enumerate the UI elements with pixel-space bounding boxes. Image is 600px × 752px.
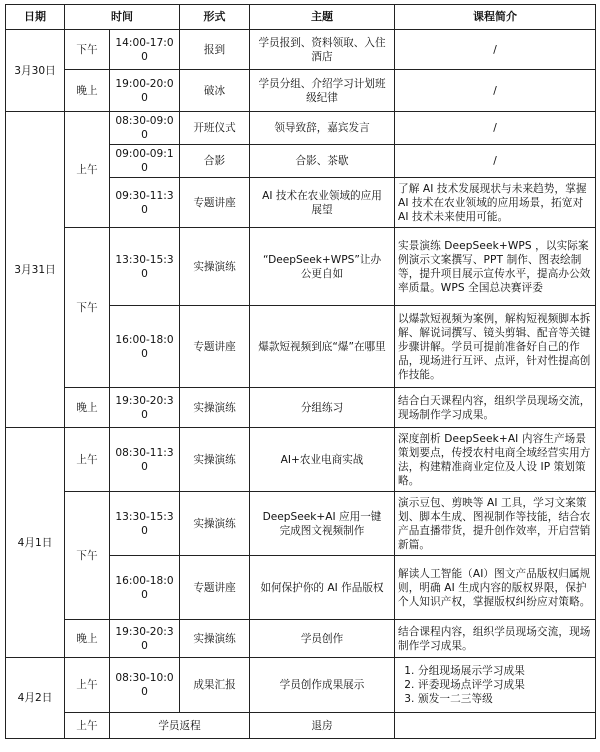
intro-cell: 解读人工智能（AI）图文产品版权归属规则，明确 AI 生成内容的版权界限，保护个人知识产权，掌握版权纠纷应对策略。: [395, 556, 596, 620]
list-item: 1. 分组现场展示学习成果: [418, 664, 592, 678]
date-cell: 4月1日: [6, 428, 65, 658]
intro-cell: /: [395, 30, 596, 70]
format-cell: 合影: [180, 145, 250, 178]
header-topic: 主题: [250, 5, 395, 30]
format-cell: 开班仪式: [180, 112, 250, 145]
format-cell: 专题讲座: [180, 306, 250, 388]
format-cell: 实操演练: [180, 620, 250, 658]
intro-cell: [395, 713, 596, 739]
date-cell: 4月2日: [6, 658, 65, 739]
topic-cell: DeepSeek+AI 应用一键完成图文视频制作: [250, 492, 395, 556]
list-item: 3. 颁发一二三等级: [418, 692, 592, 706]
format-cell: 成果汇报: [180, 658, 250, 713]
time-cell: 16:00-18:00: [110, 556, 180, 620]
topic-cell: 学员创作成果展示: [250, 658, 395, 713]
format-cell: 破冰: [180, 70, 250, 112]
intro-cell: 以爆款短视频为案例，解构短视频脚本拆解、解说词撰写、镜头剪辑、配音等关键步骤讲解。学员可提前准备好自己的作品，现场进行互评、点评，针对性提高创作技能。: [395, 306, 596, 388]
format-cell: 实操演练: [180, 428, 250, 492]
period-cell: 下午: [65, 492, 110, 620]
intro-cell: 结合白天课程内容，组织学员现场交流，现场制作学习成果。: [395, 388, 596, 428]
topic-cell: AI 技术在农业领域的应用展望: [250, 178, 395, 228]
format-cell: 实操演练: [180, 228, 250, 306]
period-cell: 上午: [65, 658, 110, 713]
header-date: 日期: [6, 5, 65, 30]
intro-list: [398, 664, 592, 706]
table-row: [6, 713, 596, 739]
intro-cell: 深度剖析 DeepSeek+AI 内容生产场景策划要点，传授农村电商全域经营实用方法，构建精准商业定位及人设 IP 策划策略。: [395, 428, 596, 492]
date-cell: 3月31日: [6, 112, 65, 428]
table-row: [6, 70, 596, 112]
intro-cell: 实景演练 DeepSeek+WPS ，以实际案例演示文案撰写、PPT 制作、图表绘制等，提升项目展示宣传水平，提高办公效率质量。WPS 全国总决赛评委: [395, 228, 596, 306]
topic-cell: 领导致辞，嘉宾发言: [250, 112, 395, 145]
table-row: [6, 228, 596, 306]
header-time: 时间: [65, 5, 180, 30]
topic-cell: 合影、茶歇: [250, 145, 395, 178]
time-cell: 13:30-15:30: [110, 228, 180, 306]
header-row: [6, 5, 596, 30]
period-cell: 上午: [65, 713, 110, 739]
time-cell: 19:00-20:00: [110, 70, 180, 112]
time-cell: 14:00-17:00: [110, 30, 180, 70]
topic-cell: 爆款短视频到底“爆”在哪里: [250, 306, 395, 388]
format-cell: 实操演练: [180, 388, 250, 428]
intro-cell: 了解 AI 技术发展现状与未来趋势，掌握 AI 技术在农业领域的应用场景，拓宽对 AI 技术未来使用可能。: [395, 178, 596, 228]
header-format: 形式: [180, 5, 250, 30]
table-row: [6, 112, 596, 145]
intro-cell: /: [395, 112, 596, 145]
period-cell: 上午: [65, 112, 110, 228]
table-row: [6, 428, 596, 492]
time-cell: 16:00-18:00: [110, 306, 180, 388]
period-cell: 晚上: [65, 70, 110, 112]
time-cell: 19:30-20:30: [110, 388, 180, 428]
time-cell: 08:30-11:30: [110, 428, 180, 492]
table-row: [6, 658, 596, 713]
format-cell: 专题讲座: [180, 178, 250, 228]
time-cell: 09:30-11:30: [110, 178, 180, 228]
intro-cell: 结合课程内容，组织学员现场交流，现场制作学习成果。: [395, 620, 596, 658]
period-cell: 上午: [65, 428, 110, 492]
table-row: [6, 492, 596, 556]
time-cell: 09:00-09:10: [110, 145, 180, 178]
departure-cell: 学员返程: [110, 713, 250, 739]
table-row: [6, 388, 596, 428]
topic-cell: 如何保护你的 AI 作品版权: [250, 556, 395, 620]
intro-cell: /: [395, 70, 596, 112]
period-cell: 下午: [65, 30, 110, 70]
date-cell: 3月30日: [6, 30, 65, 112]
time-cell: 08:30-10:00: [110, 658, 180, 713]
format-cell: 报到: [180, 30, 250, 70]
topic-cell: 学员报到、资料领取、入住酒店: [250, 30, 395, 70]
intro-cell: 演示豆包、剪映等 AI 工具，学习文案策划、脚本生成、图视制作等技能，结合农产品直播带货，提升创作效率，开启营销新篇。: [395, 492, 596, 556]
topic-cell: “DeepSeek+WPS”让办公更自如: [250, 228, 395, 306]
list-item: 2. 评委现场点评学习成果: [418, 678, 592, 692]
topic-cell: AI+农业电商实战: [250, 428, 395, 492]
topic-cell: 分组练习: [250, 388, 395, 428]
period-cell: 晚上: [65, 620, 110, 658]
time-cell: 13:30-15:30: [110, 492, 180, 556]
period-cell: 晚上: [65, 388, 110, 428]
table-row: [6, 620, 596, 658]
time-cell: 08:30-09:00: [110, 112, 180, 145]
format-cell: 实操演练: [180, 492, 250, 556]
topic-cell: 学员分组、介绍学习计划班级纪律: [250, 70, 395, 112]
topic-cell: 学员创作: [250, 620, 395, 658]
intro-cell: [395, 658, 596, 713]
table-row: [6, 30, 596, 70]
schedule-table: [5, 4, 596, 739]
time-cell: 19:30-20:30: [110, 620, 180, 658]
topic-cell: 退房: [250, 713, 395, 739]
header-intro: 课程简介: [395, 5, 596, 30]
format-cell: 专题讲座: [180, 556, 250, 620]
intro-cell: /: [395, 145, 596, 178]
period-cell: 下午: [65, 228, 110, 388]
